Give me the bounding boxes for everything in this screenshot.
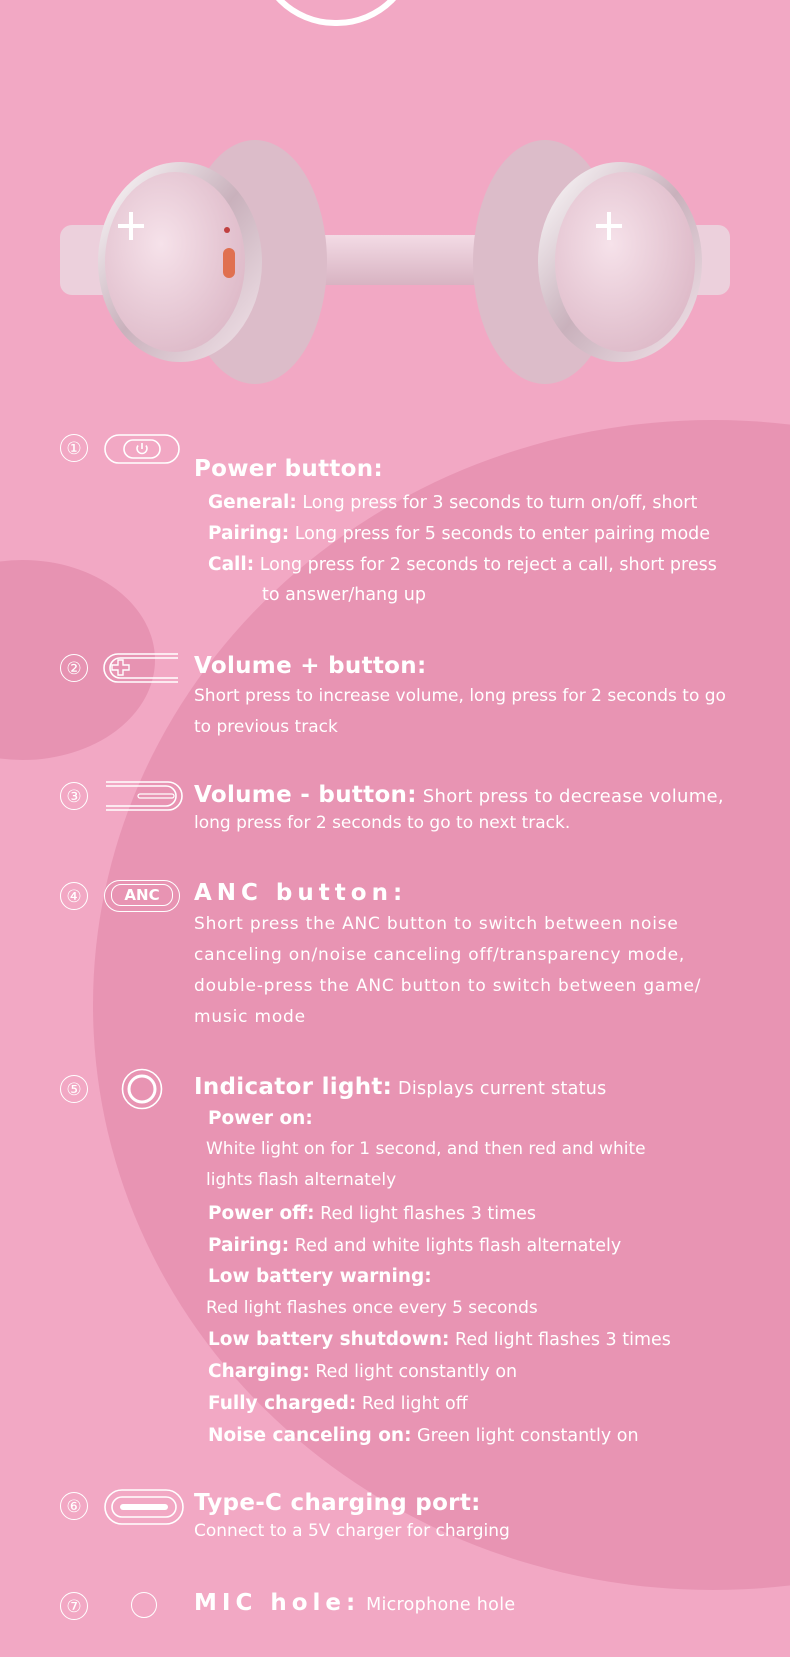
info-row — [208, 1388, 468, 1420]
volume-plus-button-icon — [100, 650, 180, 686]
title-inline-text: Microphone hole — [360, 1595, 516, 1615]
section-description: long press for 2 seconds to go to next track. — [194, 813, 571, 833]
row-text: to answer/hang up — [262, 585, 427, 605]
row-text: Red light flashes 3 times — [449, 1330, 671, 1350]
row-label: Low battery shutdown: — [208, 1329, 450, 1350]
anc-icon-label: ANC — [111, 884, 173, 906]
row-text: White light on for 1 second, and then red and white — [206, 1139, 646, 1159]
info-row — [208, 518, 710, 550]
step-number: ③ — [60, 782, 88, 810]
step-number: ⑦ — [60, 1592, 88, 1620]
info-row — [208, 1103, 313, 1135]
row-text: Red light flashes once every 5 seconds — [206, 1298, 538, 1318]
info-row — [208, 1356, 517, 1388]
row-text: Red light flashes 3 times — [314, 1204, 537, 1224]
section-description: Short press to increase volume, long press for 2 seconds to go to previous track — [194, 686, 726, 737]
step-number: ① — [60, 434, 88, 462]
section-title — [194, 782, 724, 808]
volume-minus-button-icon — [104, 778, 186, 814]
title-inline-text: Displays current status — [392, 1079, 607, 1099]
info-row — [208, 1261, 432, 1293]
info-row — [208, 1420, 639, 1452]
section-title: Type-C charging port: — [194, 1490, 481, 1516]
info-row — [206, 1134, 646, 1165]
row-label: Pairing: — [208, 523, 290, 544]
row-label: Noise canceling on: — [208, 1425, 412, 1446]
info-row — [208, 487, 697, 519]
headphones-image — [60, 140, 740, 410]
step-number: ⑥ — [60, 1492, 88, 1520]
row-text: Long press for 2 seconds to reject a call, short press — [254, 555, 717, 575]
anc-button-icon — [104, 880, 180, 912]
row-label: Power off: — [208, 1203, 315, 1224]
indicator-light-icon — [121, 1068, 163, 1110]
info-row — [208, 549, 717, 581]
title-inline-text: Short press to decrease volume, — [416, 786, 724, 807]
info-row — [208, 1230, 621, 1262]
title-text: Indicator light: — [194, 1074, 393, 1100]
section-title — [194, 1590, 515, 1616]
section-description: Short press the ANC button to switch between noise canceling on/noise canceling off/transparency mode, double-press the ANC button to switch between game/ music mode — [194, 914, 702, 1027]
row-text: Long press for 3 seconds to turn on/off, short — [296, 493, 698, 513]
info-row — [208, 1324, 671, 1356]
row-label: Power on: — [208, 1108, 313, 1129]
row-label: Call: — [208, 554, 255, 575]
row-text: Long press for 5 seconds to enter pairing mode — [289, 524, 711, 544]
mic-hole-icon — [131, 1592, 157, 1618]
row-label: Charging: — [208, 1361, 310, 1382]
decorative-arc — [255, 0, 417, 26]
row-text: Red light constantly on — [309, 1362, 518, 1382]
row-label: General: — [208, 492, 297, 513]
info-row — [206, 1293, 538, 1324]
section-title — [194, 1074, 607, 1100]
section-title: ANC button: — [194, 880, 408, 906]
row-text: Red and white lights flash alternately — [289, 1236, 622, 1256]
type-c-port-icon — [104, 1489, 184, 1525]
info-row — [206, 1165, 396, 1196]
title-text: MIC hole: — [194, 1590, 361, 1616]
step-number: ④ — [60, 882, 88, 910]
row-label: Pairing: — [208, 1235, 290, 1256]
row-label: Fully charged: — [208, 1393, 357, 1414]
info-row — [208, 1198, 536, 1230]
step-number: ⑤ — [60, 1075, 88, 1103]
row-text: Green light constantly on — [411, 1426, 639, 1446]
info-row — [262, 580, 426, 611]
step-number: ② — [60, 654, 88, 682]
row-label: Low battery warning: — [208, 1266, 432, 1287]
section-description: Connect to a 5V charger for charging — [194, 1521, 510, 1541]
title-text: Volume - button: — [194, 782, 417, 808]
section-title: Power button: — [194, 456, 383, 482]
row-text: Red light off — [356, 1394, 468, 1414]
section-title: Volume + button: — [194, 653, 427, 679]
row-text: lights flash alternately — [206, 1170, 397, 1190]
power-button-icon — [104, 434, 180, 464]
